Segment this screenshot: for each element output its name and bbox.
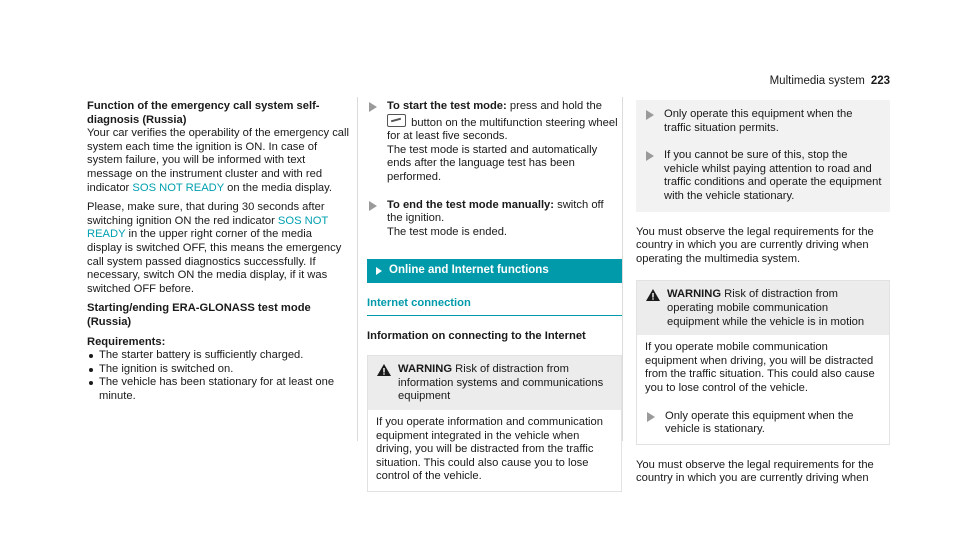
subsection-heading: Internet connection [367, 297, 622, 316]
paragraph-diagnosis: Your car verifies the operability of the emergency call system each time the ignition is ON. In case of system failure, you will be informed with text message on the instrument cluster and with red indicator SOS NOT READY on the media display. [87, 127, 350, 194]
warning-box [367, 355, 622, 492]
column-2 [367, 100, 622, 492]
list-item: The vehicle has been stationary for at least one minute. [87, 376, 349, 403]
warning-icon [377, 364, 391, 376]
warning-label: WARNING [398, 363, 453, 376]
warning-body: If you operate mobile communication equipment when driving, you will be distracted from the traffic situation. This could also cause you to lose control of the vehicle. Only operate this equipment when the vehicle is stationary. [637, 335, 889, 444]
warning-label: WARNING [667, 288, 722, 301]
section-title: Multimedia system [769, 75, 865, 87]
paragraph-diagnosis-2: Please, make sure, that during 30 seconds after switching ignition ON the red indicator SOS NOT READY in the upper right corner of the media display is switched OFF, this means the emergency call system passed diagnostics successfully. If necessary, switch ON the media display, if it was switched OFF before. [87, 201, 342, 295]
warning-header [637, 281, 889, 335]
steering-wheel-button-icon [387, 114, 406, 127]
running-header [770, 75, 890, 89]
warning-header [368, 356, 621, 410]
warning-body: If you operate information and communication equipment integrated in the vehicle when driving, you will be distracted from the traffic situation. This could also cause you to lose control of the vehicle. [376, 415, 603, 483]
column-3 [636, 100, 890, 486]
step-start-test-mode: To start the test mode: press and hold the button on the multifunction steering wheel for at least five seconds. The test mode is started and automatically ends after the language test has been performed. [367, 100, 622, 185]
requirements-list [87, 349, 349, 403]
step-arrow-icon [646, 110, 654, 120]
step-arrow-icon [647, 412, 655, 422]
column-divider [357, 97, 358, 441]
instruction-panel [636, 100, 890, 212]
paragraph-legal: You must observe the legal requirements for the country in which you are currently driving when operating the multimedia system. [636, 225, 874, 265]
warning-heading: Risk of distraction from information systems and communications equipment [398, 363, 604, 403]
step-end-test-mode: To end the test mode manually: switch off the ignition. The test mode is ended. [367, 199, 622, 240]
warning-icon [646, 289, 660, 301]
info-heading: Information on connecting to the Internet [367, 329, 586, 342]
step-arrow-icon [369, 102, 377, 112]
list-item: The ignition is switched on. [87, 363, 349, 377]
heading-test-mode: Starting/ending ERA-GLONASS test mode (Russia) [87, 302, 311, 328]
sos-indicator-text: SOS NOT READY [132, 181, 225, 194]
warning-step: Only operate this equipment when the vehicle is stationary. [645, 410, 881, 437]
panel-step: If you cannot be sure of this, stop the vehicle whilst paying attention to road and traffic conditions and operate the equipment with the vehicle stationary. [644, 149, 882, 203]
paragraph-legal-2: You must observe the legal requirements for the country in which you are currently driving when [636, 458, 874, 485]
section-bar: Online and Internet functions [367, 259, 622, 283]
warning-heading: Risk of distraction from operating mobile communication equipment while the vehicle is in motion [667, 288, 865, 328]
warning-box [636, 280, 890, 444]
panel-step: Only operate this equipment when the traffic situation permits. [644, 108, 882, 135]
heading-self-diagnosis: Function of the emergency call system self-diagnosis (Russia) [87, 100, 320, 126]
column-divider [622, 97, 623, 441]
step-arrow-icon [646, 151, 654, 161]
requirements-label: Requirements: [87, 335, 166, 348]
page-number: 223 [870, 75, 890, 87]
sos-indicator-text: SOS NOT READY [87, 214, 329, 241]
column-1 [87, 100, 349, 403]
list-item: The starter battery is sufficiently charged. [87, 349, 349, 363]
step-arrow-icon [369, 201, 377, 211]
